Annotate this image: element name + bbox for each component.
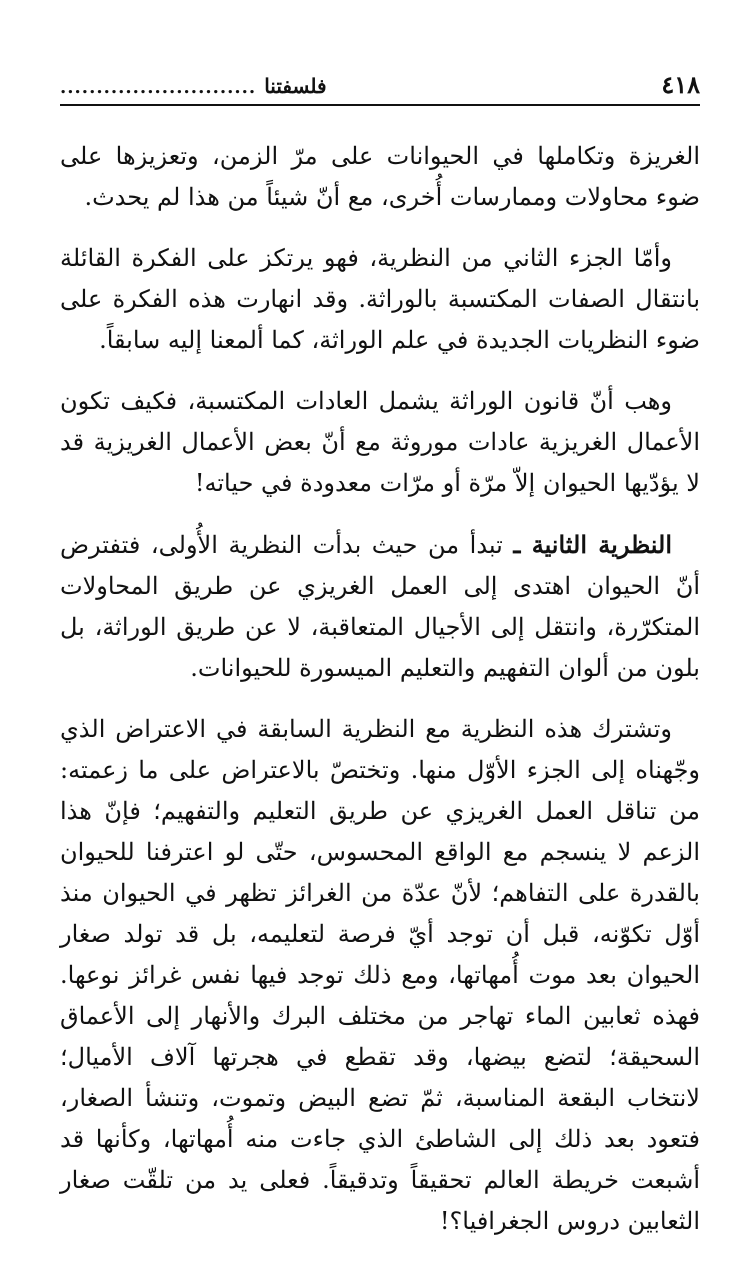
paragraph-4 — [60, 524, 700, 689]
paragraph-2-text: وأمّا الجزء الثاني من النظرية، فهو يرتكز على الفكرة القائلة بانتقال الصفات المكتسبة بالوراثة. وقد انهارت هذه الفكرة على ضوء النظريات الجديدة في علم الوراثة، كما ألمعنا إليه سابقاً. — [60, 244, 700, 354]
body-text — [60, 136, 700, 1242]
paragraph-3-text: وهب أنّ قانون الوراثة يشمل العادات المكتسبة، فكيف تكون الأعمال الغريزية عادات موروثة مع أنّ بعض الأعمال الغريزية قد لا يؤدّيها الحيوان إلاّ مرّة أو مرّات معدودة في حياته! — [60, 387, 700, 497]
paragraph-5-text: وتشترك هذه النظرية مع النظرية السابقة في الاعتراض الذي وجّهناه إلى الجزء الأوّل منها. وتختصّ بالاعتراض على ما زعمته: من تناقل العمل الغريزي عن طريق التعليم والتفهيم؛ فإنّ هذا الزعم لا ينسجم مع الواقع المحسوس، حتّى لو اعترفنا للحيوان بالقدرة على التفاهم؛ لأنّ عدّة من الغرائز تظهر في الحيوان منذ أوّل تكوّنه، قبل أن توجد أيّ فرصة لتعليمه، بل قد تولد صغار الحيوان بعد موت أُمهاتها، ومع ذلك توجد فيها نفس غرائز نوعها. فهذه ثعابين الماء تهاجر من مختلف البرك والأنهار إلى الأعماق السحيقة؛ لتضع بيضها، وقد تقطع في هجرتها آلاف الأميال؛ لانتخاب البقعة المناسبة، ثمّ تضع البيض وتموت، وتنشأ الصغار، فتعود بعد ذلك إلى الشاطئ الذي جاءت منه أُمهاتها، وكأنها قد أشبعت خريطة العالم تحقيقاً وتدقيقاً. فعلى يد من تلقّت صغار الثعابين دروس الجغرافيا؟! — [60, 715, 700, 1235]
paragraph-3 — [60, 381, 700, 504]
paragraph-2 — [60, 238, 700, 361]
header-title-group — [60, 74, 327, 98]
running-header — [60, 70, 700, 106]
book-page — [60, 70, 700, 1262]
paragraph-1 — [60, 136, 700, 218]
section-heading-second-theory: النظرية الثانية ـ — [513, 530, 672, 559]
paragraph-5 — [60, 709, 700, 1242]
page-number: ٤١٨ — [661, 70, 700, 99]
paragraph-4-text: تبدأ من حيث بدأت النظرية الأُولى، فتفترض أنّ الحيوان اهتدى إلى العمل الغريزي عن طريق المحاولات المتكرّرة، وانتقل إلى الأجيال المتعاقبة، لا عن طريق الوراثة، بل بلون من ألوان التفهيم والتعليم الميسورة للحيوانات. — [60, 531, 700, 682]
paragraph-1-text: الغريزة وتكاملها في الحيوانات على مرّ الزمن، وتعزيزها على ضوء محاولات وممارسات أُخرى، مع أنّ شيئاً من هذا لم يحدث. — [60, 142, 700, 211]
book-title: فلسفتنا — [264, 74, 327, 98]
header-leader-dots: ........................... — [60, 77, 257, 98]
